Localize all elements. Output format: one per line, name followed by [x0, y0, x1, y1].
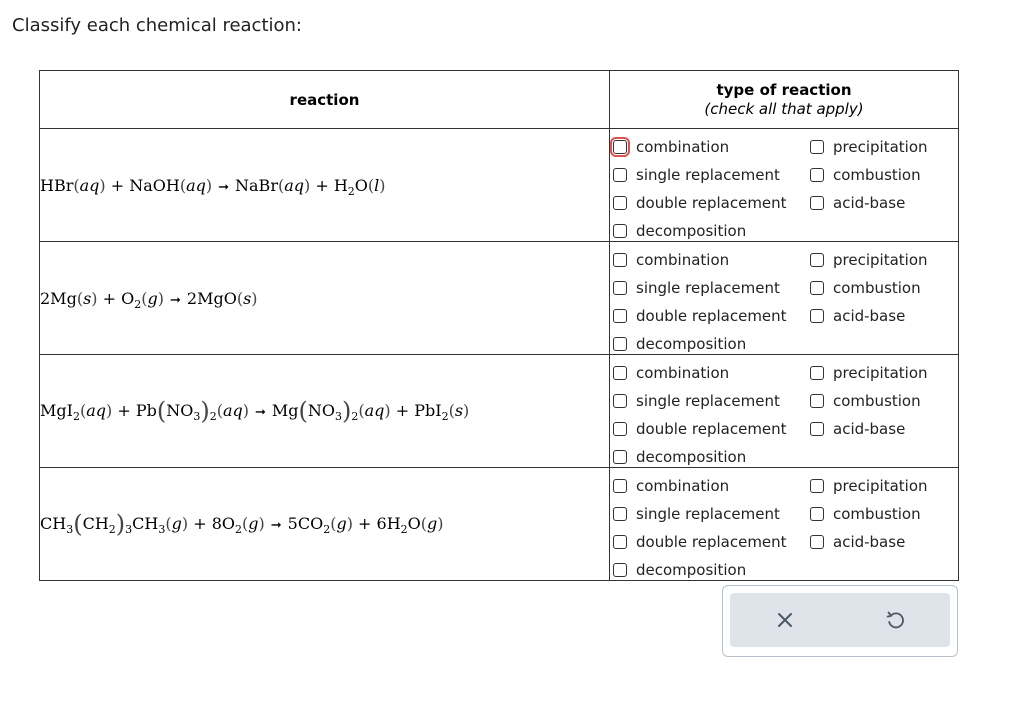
option-double-replacement[interactable]: double replacement — [613, 528, 787, 556]
checkbox[interactable] — [613, 224, 627, 238]
reaction-row — [40, 355, 959, 468]
reaction-row — [40, 129, 959, 242]
x-icon — [776, 611, 794, 629]
checkbox[interactable] — [613, 196, 627, 210]
type-header-title: type of reaction — [716, 80, 852, 99]
checkbox[interactable] — [613, 140, 627, 154]
checkbox[interactable] — [613, 507, 627, 521]
checkbox[interactable] — [613, 394, 627, 408]
checkbox[interactable] — [810, 479, 824, 493]
option-combustion[interactable]: combustion — [810, 161, 928, 189]
checkbox[interactable] — [613, 563, 627, 577]
option-acid-base[interactable]: acid-base — [810, 189, 928, 217]
reaction-row — [40, 468, 959, 581]
clear-button[interactable] — [730, 593, 840, 647]
checkbox[interactable] — [613, 168, 627, 182]
checkbox[interactable] — [613, 281, 627, 295]
type-header-subtitle: (check all that apply) — [704, 99, 864, 118]
option-combination[interactable]: combination — [613, 472, 787, 500]
checkbox[interactable] — [613, 535, 627, 549]
option-acid-base[interactable]: acid-base — [810, 415, 928, 443]
option-combination[interactable]: combination — [613, 359, 787, 387]
checkbox[interactable] — [613, 450, 627, 464]
option-single-replacement[interactable]: single replacement — [613, 161, 787, 189]
reaction-table — [39, 70, 959, 581]
answer-toolbar — [722, 585, 958, 657]
option-decomposition[interactable]: decomposition — [613, 330, 787, 358]
option-combination[interactable]: combination — [613, 133, 787, 161]
option-single-replacement[interactable]: single replacement — [613, 387, 787, 415]
reaction-equation: $2Mg(s) + O_2(g)$ ➞ 2MgO(s) — [40, 242, 610, 355]
checkbox[interactable] — [810, 422, 824, 436]
option-precipitation[interactable]: precipitation — [810, 246, 928, 274]
checkbox[interactable] — [613, 479, 627, 493]
option-combination[interactable]: combination — [613, 246, 787, 274]
checkbox[interactable] — [810, 309, 824, 323]
checkbox[interactable] — [613, 422, 627, 436]
option-single-replacement[interactable]: single replacement — [613, 274, 787, 302]
checkbox[interactable] — [613, 366, 627, 380]
option-double-replacement[interactable]: double replacement — [613, 415, 787, 443]
undo-button[interactable] — [840, 593, 950, 647]
option-double-replacement[interactable]: double replacement — [613, 302, 787, 330]
option-decomposition[interactable]: decomposition — [613, 556, 787, 584]
checkbox[interactable] — [810, 196, 824, 210]
option-single-replacement[interactable]: single replacement — [613, 500, 787, 528]
reaction-type-options — [610, 242, 959, 355]
checkbox[interactable] — [810, 168, 824, 182]
option-combustion[interactable]: combustion — [810, 387, 928, 415]
option-decomposition[interactable]: decomposition — [613, 217, 787, 245]
checkbox[interactable] — [810, 281, 824, 295]
reaction-equation: $MgI_2(aq) + Pb(NO_3)_2(aq)$ ➞ $Mg(NO_3)_2(aq) + PbI_2(s)$ — [40, 355, 610, 468]
reaction-type-options — [610, 129, 959, 242]
option-precipitation[interactable]: precipitation — [810, 472, 928, 500]
checkbox[interactable] — [613, 253, 627, 267]
option-double-replacement[interactable]: double replacement — [613, 189, 787, 217]
type-column-header — [610, 71, 959, 129]
option-decomposition[interactable]: decomposition — [613, 443, 787, 471]
reaction-equation: HBr(aq) + NaOH(aq) ➞ NaBr(aq) + $H_2O(l)$ — [40, 129, 610, 242]
reaction-type-options — [610, 468, 959, 581]
option-acid-base[interactable]: acid-base — [810, 528, 928, 556]
checkbox[interactable] — [810, 253, 824, 267]
option-combustion[interactable]: combustion — [810, 500, 928, 528]
checkbox[interactable] — [810, 394, 824, 408]
checkbox[interactable] — [613, 309, 627, 323]
checkbox[interactable] — [613, 337, 627, 351]
reaction-row — [40, 242, 959, 355]
option-precipitation[interactable]: precipitation — [810, 359, 928, 387]
checkbox[interactable] — [810, 507, 824, 521]
reaction-type-options — [610, 355, 959, 468]
question-prompt: Classify each chemical reaction: — [12, 15, 302, 36]
checkbox[interactable] — [810, 140, 824, 154]
toolbar-panel — [730, 593, 950, 647]
option-acid-base[interactable]: acid-base — [810, 302, 928, 330]
undo-icon — [885, 610, 905, 630]
checkbox[interactable] — [810, 366, 824, 380]
option-combustion[interactable]: combustion — [810, 274, 928, 302]
reaction-equation: $CH_3(CH_2)_3CH_3(g) + 8O_2(g)$ ➞ $5CO_2(g) + 6H_2O(g)$ — [40, 468, 610, 581]
reaction-column-header: reaction — [40, 71, 610, 129]
option-precipitation[interactable]: precipitation — [810, 133, 928, 161]
checkbox[interactable] — [810, 535, 824, 549]
